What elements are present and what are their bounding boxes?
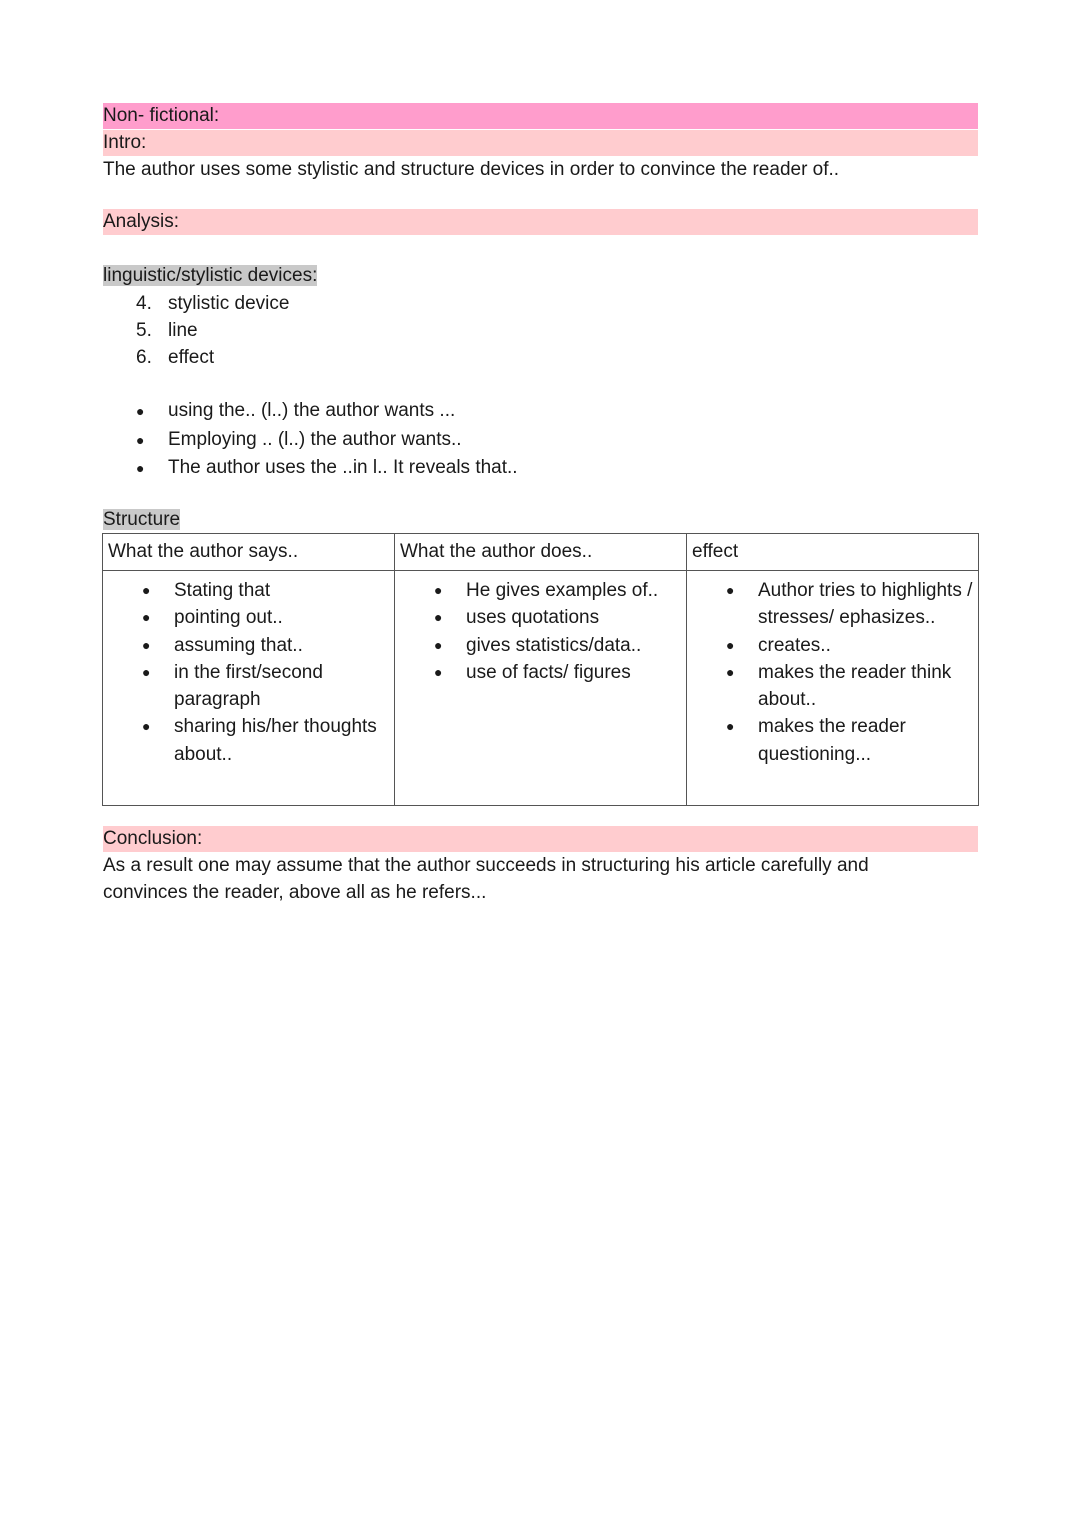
bullet-icon: ● [434,582,443,598]
bullet-icon: ● [434,609,443,626]
intro-text: The author uses some stylistic and structure devices in order to convince the reader of.. [103,159,840,180]
list-label: Employing .. (l..) the author wants.. [168,428,462,450]
list-item [136,344,289,371]
column-header-does: What the author does.. [395,534,687,571]
list-label: stylistic device [168,293,290,314]
list-item: ● Stating that [108,577,389,604]
bullet-icon: ● [142,718,151,735]
effect-cell [687,571,979,806]
structure-table [102,533,979,806]
linguistic-heading-wrap [103,263,317,289]
bullet-icon: ● [136,431,145,448]
linguistic-heading: linguistic/stylistic devices: [103,265,318,286]
list-number: 4. [136,293,152,314]
column-header-effect: effect [687,534,979,571]
structure-heading: Structure [103,509,181,530]
bullet-icon: ● [726,582,735,598]
says-list [108,577,389,768]
section-title-non-fictional: Non- fictional: [103,103,978,129]
numbered-list [136,290,289,371]
phrase-bullet-list [136,397,518,483]
list-item [136,290,289,317]
conclusion-line-1: As a result one may assume that the author succeeds in structuring his article carefully and [103,855,869,876]
list-item: ● sharing his/her thoughts about.. [108,713,389,768]
bullet-icon: ● [434,636,443,653]
says-cell [103,571,395,806]
analysis-heading: Analysis: [103,209,978,235]
conclusion-line-2: convinces the reader, above all as he refers... [103,882,487,903]
list-item: ● gives statistics/data.. [400,632,681,659]
list-item: ● makes the reader questioning... [692,713,973,768]
does-list [400,577,681,686]
intro-heading: Intro: [103,130,978,156]
list-item: ● He gives examples of.. [400,577,681,604]
does-cell [395,571,687,806]
list-number: 6. [136,347,152,368]
list-label: using the.. (l..) the author wants ... [168,400,456,421]
list-item: ● assuming that.. [108,632,389,659]
list-item [136,317,289,344]
list-label: line [168,320,198,341]
list-item: ● makes the reader think about.. [692,659,973,714]
bullet-icon: ● [142,636,151,653]
bullet-icon: ● [726,636,735,653]
bullet-icon: ● [142,582,151,598]
bullet-icon: ● [434,663,443,680]
bullet-icon: ● [136,403,145,419]
bullet-icon: ● [136,460,145,476]
list-item: ● uses quotations [400,604,681,631]
list-label: The author uses the ..in l.. It reveals that.. [168,457,518,478]
table-row [103,571,979,806]
list-item: ● creates.. [692,632,973,659]
list-number: 5. [136,320,152,341]
table-header-row [103,534,979,571]
list-item: ● Author tries to highlights / stresses/ ephasizes.. [692,577,973,632]
bullet-icon: ● [726,718,735,735]
list-item: ● use of facts/ figures [400,659,681,686]
bullet-icon: ● [142,663,151,680]
list-label: effect [168,347,215,368]
list-item: ● pointing out.. [108,604,389,631]
list-item: ● in the first/second paragraph [108,659,389,714]
conclusion-heading: Conclusion: [103,826,978,852]
bullet-icon: ● [726,663,735,680]
list-item [136,426,518,455]
structure-heading-wrap [103,507,180,533]
list-item [136,454,518,483]
bullet-icon: ● [142,609,151,626]
list-item [136,397,518,426]
column-header-says: What the author says.. [103,534,395,571]
effect-list [692,577,973,768]
